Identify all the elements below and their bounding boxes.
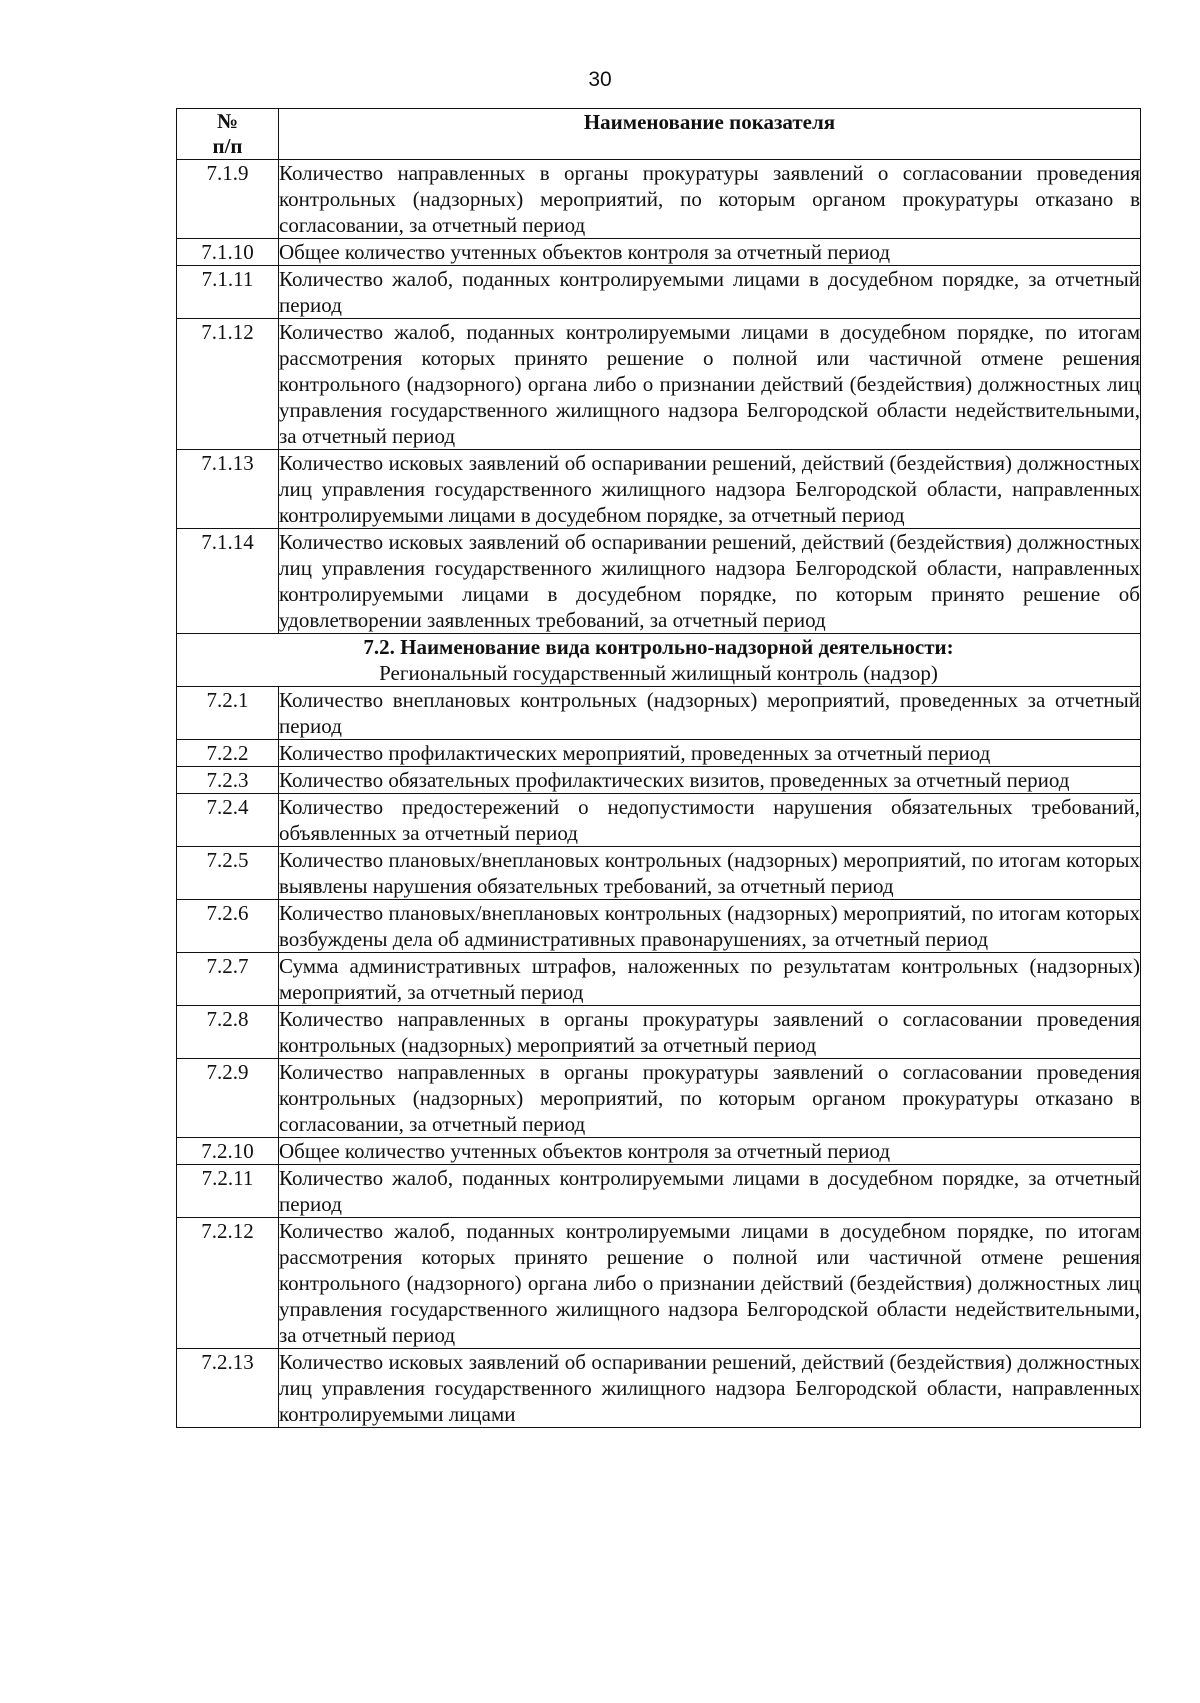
row-indicator-name: Количество обязательных профилактических визитов, проведенных за отчетный период	[279, 767, 1141, 794]
row-number: 7.1.12	[177, 319, 279, 450]
row-number: 7.1.10	[177, 239, 279, 266]
row-indicator-name: Количество исковых заявлений об оспаривании решений, действий (бездействия) должностных лиц управления государственного жилищного надзора Белгородской области, направленных контролируемыми лицами в досудебном порядке, за отчетный период	[279, 451, 1140, 527]
row-number: 7.2.9	[177, 1059, 279, 1138]
row-indicator-name: Общее количество учтенных объектов контроля за отчетный период	[279, 1138, 1141, 1165]
row-number: 7.2.7	[177, 953, 279, 1006]
table-row	[177, 160, 1141, 239]
row-number: 7.2.1	[177, 687, 279, 740]
table-row	[177, 1218, 1141, 1349]
row-indicator-name: Сумма административных штрафов, наложенных по результатам контрольных (надзорных) мероприятий, за отчетный период	[279, 954, 1140, 1004]
row-indicator-name: Количество исковых заявлений об оспаривании решений, действий (бездействия) должностных лиц управления государственного жилищного надзора Белгородской области, направленных контролируемыми лицами	[279, 1350, 1140, 1426]
row-indicator-name: Количество жалоб, поданных контролируемыми лицами в досудебном порядке, по итогам рассмотрения которых принято решение о полной или частичной отмене решения контрольного (надзорного) органа либо о признании действий (бездействия) должностных лиц управления государственного жилищного надзора Белгородской области недействительными, за отчетный период	[279, 1219, 1140, 1347]
section-heading-cell	[177, 634, 1141, 687]
table-row	[177, 794, 1141, 847]
table-row	[177, 239, 1141, 266]
table-row	[177, 740, 1141, 767]
column-header-number	[177, 109, 279, 160]
table-row	[177, 1059, 1141, 1138]
row-number: 7.2.5	[177, 847, 279, 900]
table-row	[177, 953, 1141, 1006]
table-row	[177, 1006, 1141, 1059]
indicators-table	[176, 108, 1141, 1428]
table-row	[177, 687, 1141, 740]
row-number: 7.1.11	[177, 266, 279, 319]
table-row	[177, 1165, 1141, 1218]
row-indicator-name: Общее количество учтенных объектов контроля за отчетный период	[279, 239, 1141, 266]
row-number: 7.2.8	[177, 1006, 279, 1059]
row-number: 7.2.10	[177, 1138, 279, 1165]
row-number: 7.2.13	[177, 1349, 279, 1428]
row-indicator-name: Количество жалоб, поданных контролируемыми лицами в досудебном порядке, за отчетный период	[279, 1166, 1140, 1216]
row-number: 7.1.14	[177, 529, 279, 634]
column-header-name: Наименование показателя	[279, 109, 1141, 160]
table-row	[177, 319, 1141, 450]
row-indicator-name: Количество жалоб, поданных контролируемыми лицами в досудебном порядке, по итогам рассмотрения которых принято решение о полной или частичной отмене решения контрольного (надзорного) органа либо о признании действий (бездействия) должностных лиц управления государственного жилищного надзора Белгородской области недействительными, за отчетный период	[279, 320, 1140, 448]
row-indicator-name: Количество направленных в органы прокуратуры заявлений о согласовании проведения контрольных (надзорных) мероприятий, по которым органом прокуратуры отказано в согласовании, за отчетный период	[279, 161, 1140, 237]
row-indicator-name: Количество плановых/внеплановых контрольных (надзорных) мероприятий, по итогам которых возбуждены дела об административных правонарушениях, за отчетный период	[279, 901, 1140, 951]
table-row	[177, 767, 1141, 794]
column-header-number-line1: №	[216, 109, 239, 133]
section-subtitle: Региональный государственный жилищный контроль (надзор)	[379, 661, 938, 685]
row-indicator-name: Количество предостережений о недопустимости нарушения обязательных требований, объявленных за отчетный период	[279, 795, 1140, 845]
section-heading-row	[177, 634, 1141, 687]
row-number: 7.2.4	[177, 794, 279, 847]
column-header-number-line2: п/п	[212, 134, 243, 158]
table-row	[177, 266, 1141, 319]
table-header-row	[177, 109, 1141, 160]
section-heading-body	[177, 634, 1141, 687]
table-row	[177, 900, 1141, 953]
table-row	[177, 529, 1141, 634]
table-row	[177, 1138, 1141, 1165]
row-indicator-name: Количество направленных в органы прокуратуры заявлений о согласовании проведения контрольных (надзорных) мероприятий за отчетный период	[279, 1007, 1140, 1057]
rows-before-section	[177, 160, 1141, 634]
row-number: 7.2.2	[177, 740, 279, 767]
rows-after-section	[177, 687, 1141, 1428]
row-indicator-name: Количество жалоб, поданных контролируемыми лицами в досудебном порядке, за отчетный период	[279, 267, 1140, 317]
row-number: 7.2.6	[177, 900, 279, 953]
row-indicator-name: Количество плановых/внеплановых контрольных (надзорных) мероприятий, по итогам которых выявлены нарушения обязательных требований, за отчетный период	[279, 848, 1140, 898]
row-number: 7.1.9	[177, 160, 279, 239]
table-row	[177, 1349, 1141, 1428]
row-indicator-name: Количество исковых заявлений об оспаривании решений, действий (бездействия) должностных лиц управления государственного жилищного надзора Белгородской области, направленных контролируемыми лицами в досудебном порядке, по которым принято решение об удовлетворении заявленных требований, за отчетный период	[279, 530, 1140, 632]
row-indicator-name: Количество направленных в органы прокуратуры заявлений о согласовании проведения контрольных (надзорных) мероприятий, по которым органом прокуратуры отказано в согласовании, за отчетный период	[279, 1060, 1140, 1136]
table-row	[177, 450, 1141, 529]
section-title: 7.2. Наименование вида контрольно-надзорной деятельности:	[363, 635, 954, 659]
row-indicator-name: Количество внеплановых контрольных (надзорных) мероприятий, проведенных за отчетный период	[279, 688, 1140, 738]
row-number: 7.2.11	[177, 1165, 279, 1218]
table-row	[177, 847, 1141, 900]
row-number: 7.2.3	[177, 767, 279, 794]
row-number: 7.1.13	[177, 450, 279, 529]
row-number: 7.2.12	[177, 1218, 279, 1349]
page-number: 30	[588, 68, 612, 91]
row-indicator-name: Количество профилактических мероприятий, проведенных за отчетный период	[279, 740, 1141, 767]
